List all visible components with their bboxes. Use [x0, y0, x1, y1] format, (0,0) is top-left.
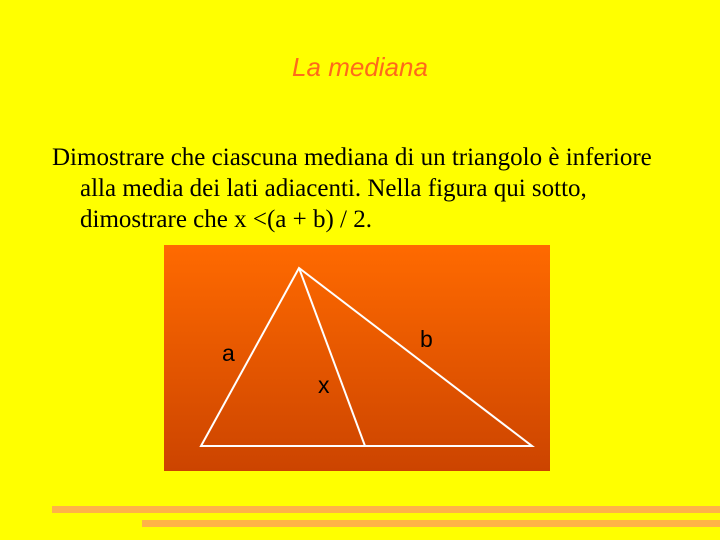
- label-a: a: [222, 340, 235, 366]
- label-x: x: [318, 372, 330, 398]
- triangle-diagram: [164, 245, 550, 471]
- triangle-figure: [164, 245, 550, 471]
- slide-title: La mediana: [292, 52, 428, 82]
- decorative-bar-bottom: [142, 520, 720, 527]
- decorative-bar-top: [52, 506, 720, 513]
- slide-body-text: Dimostrare che ciascuna mediana di un triangolo è inferiore alla media dei lati adiacenti. Nella figura qui sotto, dimostrare che x <(a + b) / 2.: [52, 144, 652, 233]
- label-b: b: [420, 326, 433, 352]
